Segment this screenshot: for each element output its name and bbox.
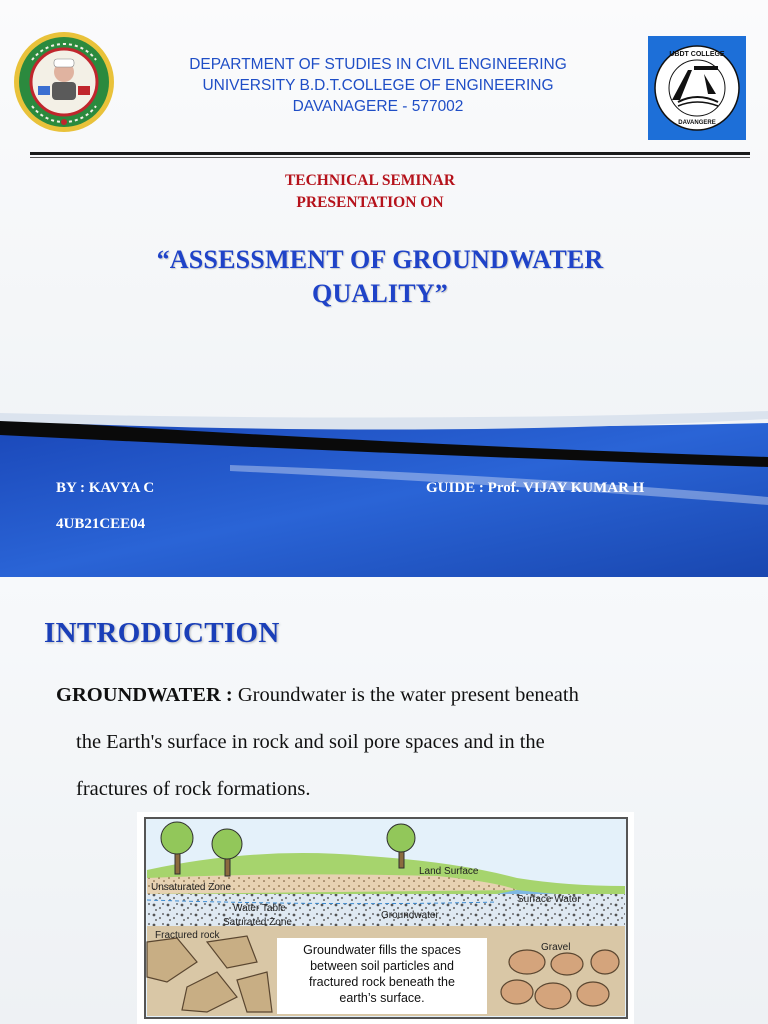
- department-line-3: DAVANAGERE - 577002: [292, 98, 464, 115]
- presentation-title: [90, 243, 670, 311]
- department-header: [110, 54, 646, 117]
- caption-line-3: fractured rock beneath the: [309, 975, 455, 989]
- label-unsaturated-zone: Unsaturated Zone: [151, 882, 232, 893]
- department-line-2: UNIVERSITY B.D.T.COLLEGE OF ENGINEERING: [202, 77, 554, 94]
- introduction-slide: [0, 577, 768, 1024]
- presenter-name: BY : KAVYA C: [56, 480, 155, 496]
- caption-line-2: between soil particles and: [310, 959, 454, 973]
- college-logo: [648, 36, 746, 140]
- guide-name: GUIDE : Prof. VIJAY KUMAR H: [426, 480, 645, 496]
- label-water-table: Water Table: [233, 903, 286, 914]
- seminar-line-1: TECHNICAL SEMINAR: [284, 172, 456, 189]
- seminar-line-2: PRESENTATION ON: [296, 194, 444, 211]
- definition-line-3: fractures of rock formations.: [76, 778, 311, 800]
- caption-line-4: earth’s surface.: [339, 991, 425, 1005]
- introduction-heading: INTRODUCTION: [44, 617, 280, 649]
- header-divider-thin: [30, 157, 750, 158]
- groundwater-diagram: [137, 812, 634, 1024]
- label-land-surface: Land Surface: [419, 866, 479, 877]
- label-saturated-zone: Saturated Zone: [223, 917, 292, 928]
- definition-line-1: Groundwater is the water present beneath: [237, 684, 579, 706]
- seminar-label: [170, 170, 570, 214]
- presenter-roll-number: 4UB21CEE04: [56, 516, 146, 532]
- title-line-2: QUALITY”: [312, 279, 448, 308]
- svg-text:DAVANGERE: DAVANGERE: [678, 120, 716, 126]
- groundwater-definition: [56, 672, 736, 813]
- definition-line-2: the Earth's surface in rock and soil pore spaces and in the: [76, 731, 545, 753]
- title-line-1: “ASSESSMENT OF GROUNDWATER: [156, 245, 604, 274]
- groundwater-term: GROUNDWATER :: [56, 684, 233, 706]
- svg-text:UBDT COLLEGE: UBDT COLLEGE: [669, 51, 725, 58]
- department-line-1: DEPARTMENT OF STUDIES IN CIVIL ENGINEERING: [189, 56, 567, 73]
- label-groundwater: Groundwater: [381, 910, 439, 921]
- caption-line-1: Groundwater fills the spaces: [303, 943, 461, 957]
- university-emblem-logo: [12, 30, 116, 134]
- header-divider-thick: [30, 152, 750, 155]
- label-gravel: Gravel: [541, 942, 571, 953]
- label-fractured-rock: Fractured rock: [155, 930, 220, 941]
- label-surface-water: Surface Water: [517, 894, 581, 905]
